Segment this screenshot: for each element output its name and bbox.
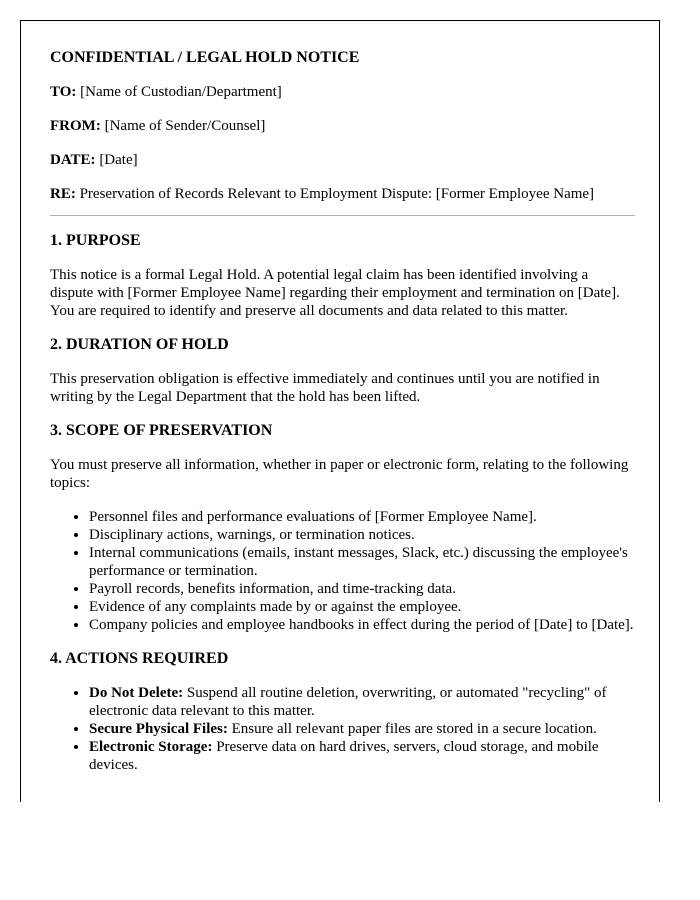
- action-lead: Electronic Storage:: [89, 739, 213, 755]
- scope-list-item: • Internal communications (emails, instant messages, Slack, etc.) discussing the employee's performance or termination.: [89, 544, 635, 580]
- section-heading-duration: 2. DURATION OF HOLD: [50, 336, 229, 353]
- scope-list-item: • Disciplinary actions, warnings, or termination notices.: [89, 526, 635, 544]
- memo-to-value: [Name of Custodian/Department]: [80, 84, 282, 100]
- section-text-scope: You must preserve all information, whether in paper or electronic form, relating to the following topics:: [50, 457, 629, 491]
- action-text: Ensure all relevant paper files are stored in a secure location.: [231, 721, 597, 737]
- memo-to: [50, 83, 635, 101]
- memo-to-label: TO:: [50, 84, 77, 100]
- action-list-item: [89, 720, 635, 738]
- memo-date-value: [Date]: [99, 152, 138, 168]
- scope-list-item: • Personnel files and performance evaluations of [Former Employee Name].: [89, 508, 635, 526]
- document-page: [20, 20, 660, 802]
- document-title: CONFIDENTIAL / LEGAL HOLD NOTICE: [50, 49, 360, 66]
- section-heading-scope: 3. SCOPE OF PRESERVATION: [50, 422, 273, 439]
- memo-re-value: Preservation of Records Relevant to Employment Dispute: [Former Employee Name]: [79, 186, 595, 202]
- memo-date: [50, 151, 635, 169]
- section-text-purpose: This notice is a formal Legal Hold. A potential legal claim has been identified involving a dispute with [Former Employee Name] regarding their employment and termination on [Date]. You are required to identify and preserve all documents and data related to this matter.: [50, 267, 620, 319]
- section-heading-purpose: 1. PURPOSE: [50, 232, 141, 249]
- section-text-duration: This preservation obligation is effective immediately and continues until you are notified in writing by the Legal Department that the hold has been lifted.: [50, 371, 600, 405]
- memo-from: [50, 117, 635, 135]
- scope-list-item: • Evidence of any complaints made by or against the employee.: [89, 598, 635, 616]
- action-lead: Do Not Delete:: [89, 685, 184, 701]
- action-text: Preserve data on hard drives, servers, cloud storage, and mobile devices.: [89, 739, 599, 773]
- action-text: Suspend all routine deletion, overwriting, or automated "recycling" of electronic data relevant to this matter.: [89, 685, 607, 719]
- memo-re: [50, 185, 635, 203]
- memo-from-label: FROM:: [50, 118, 101, 134]
- memo-re-label: RE:: [50, 186, 76, 202]
- actions-list: [50, 684, 635, 774]
- scope-list-item: • Company policies and employee handbooks in effect during the period of [Date] to [Date].: [89, 616, 635, 634]
- scope-list: [50, 508, 635, 634]
- header-divider: [50, 215, 635, 216]
- section-heading-actions: 4. ACTIONS REQUIRED: [50, 650, 229, 667]
- document-body: [50, 49, 635, 790]
- action-list-item: [89, 738, 635, 774]
- scope-list-item: • Payroll records, benefits information, and time-tracking data.: [89, 580, 635, 598]
- memo-date-label: DATE:: [50, 152, 96, 168]
- action-list-item: [89, 684, 635, 720]
- action-lead: Secure Physical Files:: [89, 721, 228, 737]
- memo-from-value: [Name of Sender/Counsel]: [104, 118, 266, 134]
